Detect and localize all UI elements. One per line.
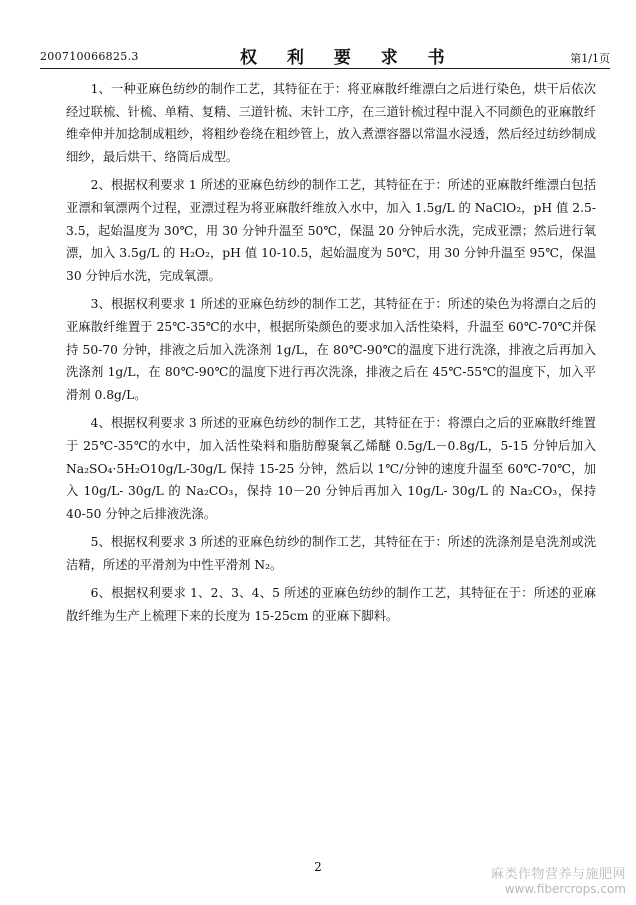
claim-6: 6、根据权利要求 1、2、3、4、5 所述的亚麻色纺纱的制作工艺，其特征在于：所述的亚麻散纤维为生产上梳理下来的长度为 15-25cm 的亚麻下脚料。 (66, 586, 596, 624)
watermark-site-name: 麻类作物营养与施肥网 (490, 867, 626, 882)
claim-1: 1、一种亚麻色纺纱的制作工艺，其特征在于：将亚麻散纤维漂白之后进行染色，烘干后依次经过联梳、针梳、单精、复精、三道针梳、末针工序，在三道针梳过程中混入不同颜色的亚麻散纤维牵伸并加捻制成粗纱，将粗纱卷绕在粗纱管上，放入煮漂容器以常温水浸透，然后经过纺纱制成细纱，最后烘干、络筒后成型。 (66, 82, 596, 164)
page-info: 第1/1页 (570, 52, 610, 65)
claim-5: 5、根据权利要求 3 所述的亚麻色纺纱的制作工艺，其特征在于：所述的洗涤剂是皂洗剂或洗洁精，所述的平滑剂为中性平滑剂 N₂。 (66, 535, 596, 572)
watermark-url: www.fibercrops.com (504, 882, 626, 896)
document-title: 权 利 要 求 书 (240, 48, 457, 68)
claim-3: 3、根据权利要求 1 所述的亚麻色纺纱的制作工艺，其特征在于：所述的染色为将漂白之后的亚麻散纤维置于 25℃-35℃的水中，根据所染颜色的要求加入活性染料，升温至 60℃-70℃并保持 50-70 分钟，排液之后加入洗涤剂 1g/L，在 80℃-90℃的温度下进行洗涤，排液之后再加入洗涤剂 1g/L，在 80℃-90℃的温度下进行再次洗涤，排液之后在 45℃-55℃的温度下，加入平滑剂 0.8g/L。 (66, 297, 596, 402)
document-header (40, 38, 610, 70)
header-divider (40, 68, 610, 69)
claim-4: 4、根据权利要求 3 所述的亚麻色纺纱的制作工艺，其特征在于：将漂白之后的亚麻散纤维置于 25℃-35℃的水中，加入活性染料和脂肪醇聚氧乙烯醚 0.5g/L－0.8g/L，5-15 分钟后加入 Na₂SO₄·5H₂O10g/L-30g/L 保持 15-25 分钟，然后以 1℃/分钟的速度升温至 60℃-70℃，加入 10g/L- 30g/L 的 Na₂CO₃，保持 10－20 分钟后再加入 10g/L- 30g/L 的 Na₂CO₃，保持 40-50 分钟之后排液洗涤。 (66, 416, 596, 521)
application-number: 200710066825.3 (40, 50, 139, 63)
page-number: 2 (314, 860, 322, 874)
site-watermark (491, 867, 626, 897)
claim-2: 2、根据权利要求 1 所述的亚麻色纺纱的制作工艺，其特征在于：所述的亚麻散纤维漂白包括亚漂和氧漂两个过程，亚漂过程为将亚麻散纤维放入水中，加入 1.5g/L 的 NaClO₂，pH 值 2.5-3.5，起始温度为 30℃，用 30 分钟升温至 50℃，保温 20 分钟后水洗，完成亚漂；然后进行氧漂，加入 3.5g/L 的 H₂O₂，pH 值 10-10.5，起始温度为 50℃，用 30 分钟升温至 95℃，保温 30 分钟后水洗，完成氧漂。 (66, 178, 596, 283)
claims-body (66, 78, 596, 634)
